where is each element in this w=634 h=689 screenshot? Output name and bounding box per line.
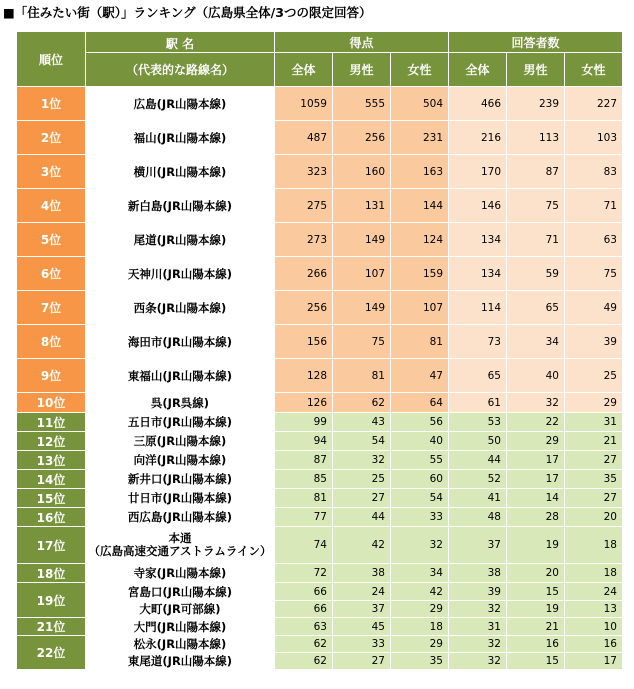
score-female: 163: [391, 155, 449, 189]
rank-cell: 3位: [17, 155, 86, 189]
resp-male: 22: [507, 413, 565, 432]
rank-cell: 13位: [17, 451, 86, 470]
rank-cell: 14位: [17, 470, 86, 489]
table-row: [17, 155, 623, 189]
score-total: 156: [275, 325, 333, 359]
rank-cell: 8位: [17, 325, 86, 359]
station-name: 大町(JR可部線): [86, 601, 275, 618]
score-female: 64: [391, 393, 449, 413]
header-resp-male: 男性: [507, 53, 565, 87]
score-female: 159: [391, 257, 449, 291]
resp-male: 59: [507, 257, 565, 291]
resp-female: 21: [565, 432, 623, 451]
score-male: 131: [333, 189, 391, 223]
resp-total: 52: [449, 470, 507, 489]
station-name: 廿日市(JR山陽本線): [86, 489, 275, 508]
table-row: [17, 189, 623, 223]
resp-female: 25: [565, 359, 623, 393]
resp-total: 32: [449, 653, 507, 670]
score-total: 128: [275, 359, 333, 393]
resp-female: 10: [565, 618, 623, 636]
resp-male: 40: [507, 359, 565, 393]
header-rank: 順位: [17, 32, 86, 87]
resp-male: 19: [507, 601, 565, 618]
score-total: 74: [275, 527, 333, 564]
rank-cell: 17位: [17, 527, 86, 564]
score-female: 33: [391, 508, 449, 527]
table-row: [17, 325, 623, 359]
score-total: 63: [275, 618, 333, 636]
header-resp-total: 全体: [449, 53, 507, 87]
score-total: 66: [275, 583, 333, 601]
resp-male: 16: [507, 636, 565, 653]
resp-female: 29: [565, 393, 623, 413]
table-body: [17, 87, 623, 670]
resp-male: 113: [507, 121, 565, 155]
resp-total: 65: [449, 359, 507, 393]
resp-female: 35: [565, 470, 623, 489]
score-male: 107: [333, 257, 391, 291]
station-name: 西条(JR山陽本線): [86, 291, 275, 325]
rank-cell: 7位: [17, 291, 86, 325]
header-station-sub: （代表的な路線名）: [86, 53, 275, 87]
resp-total: 114: [449, 291, 507, 325]
score-female: 32: [391, 527, 449, 564]
resp-total: 216: [449, 121, 507, 155]
table-row: [17, 223, 623, 257]
score-male: 54: [333, 432, 391, 451]
station-name: 松永(JR山陽本線): [86, 636, 275, 653]
header-respondents: 回答者数: [449, 32, 623, 53]
station-name: 三原(JR山陽本線): [86, 432, 275, 451]
resp-male: 15: [507, 583, 565, 601]
resp-female: 39: [565, 325, 623, 359]
table-row: [17, 470, 623, 489]
score-female: 29: [391, 636, 449, 653]
header-station: 駅 名: [86, 32, 275, 53]
resp-female: 27: [565, 489, 623, 508]
resp-female: 71: [565, 189, 623, 223]
resp-total: 53: [449, 413, 507, 432]
score-total: 99: [275, 413, 333, 432]
score-female: 35: [391, 653, 449, 670]
score-total: 126: [275, 393, 333, 413]
resp-male: 17: [507, 451, 565, 470]
score-male: 32: [333, 451, 391, 470]
table-header: [17, 32, 623, 87]
resp-total: 146: [449, 189, 507, 223]
score-total: 273: [275, 223, 333, 257]
table-row: [17, 432, 623, 451]
station-name: 新井口(JR山陽本線): [86, 470, 275, 489]
table-row: [17, 508, 623, 527]
resp-total: 466: [449, 87, 507, 121]
station-name: 福山(JR山陽本線): [86, 121, 275, 155]
score-male: 44: [333, 508, 391, 527]
score-total: 72: [275, 564, 333, 583]
resp-female: 227: [565, 87, 623, 121]
score-female: 504: [391, 87, 449, 121]
resp-female: 75: [565, 257, 623, 291]
score-male: 27: [333, 489, 391, 508]
resp-male: 15: [507, 653, 565, 670]
header-score: 得点: [275, 32, 449, 53]
table-row: [17, 121, 623, 155]
resp-male: 75: [507, 189, 565, 223]
resp-total: 73: [449, 325, 507, 359]
resp-male: 239: [507, 87, 565, 121]
score-female: 54: [391, 489, 449, 508]
score-male: 62: [333, 393, 391, 413]
score-female: 60: [391, 470, 449, 489]
score-total: 85: [275, 470, 333, 489]
station-name: 海田市(JR山陽本線): [86, 325, 275, 359]
rank-cell: 19位: [17, 583, 86, 618]
resp-male: 14: [507, 489, 565, 508]
resp-male: 65: [507, 291, 565, 325]
table-row: [17, 257, 623, 291]
score-female: 231: [391, 121, 449, 155]
score-female: 18: [391, 618, 449, 636]
resp-total: 37: [449, 527, 507, 564]
rank-cell: 1位: [17, 87, 86, 121]
rank-cell: 4位: [17, 189, 86, 223]
resp-male: 21: [507, 618, 565, 636]
rank-cell: 16位: [17, 508, 86, 527]
table-row: [17, 601, 623, 618]
station-name: 新白島(JR山陽本線): [86, 189, 275, 223]
resp-female: 13: [565, 601, 623, 618]
score-male: 25: [333, 470, 391, 489]
rank-cell: 9位: [17, 359, 86, 393]
score-female: 56: [391, 413, 449, 432]
table-row: [17, 393, 623, 413]
station-name-line1: 本通: [168, 531, 192, 545]
resp-total: 38: [449, 564, 507, 583]
score-male: 555: [333, 87, 391, 121]
score-male: 42: [333, 527, 391, 564]
score-female: 55: [391, 451, 449, 470]
score-male: 149: [333, 223, 391, 257]
station-name: 東尾道(JR山陽本線): [86, 653, 275, 670]
ranking-table: [16, 31, 623, 670]
station-name: 大門(JR山陽本線): [86, 618, 275, 636]
resp-male: 20: [507, 564, 565, 583]
rank-cell: 22位: [17, 636, 86, 670]
score-male: 256: [333, 121, 391, 155]
table-row: [17, 618, 623, 636]
resp-total: 134: [449, 257, 507, 291]
resp-female: 31: [565, 413, 623, 432]
score-female: 40: [391, 432, 449, 451]
score-male: 43: [333, 413, 391, 432]
score-female: 107: [391, 291, 449, 325]
station-name: 五日市(JR山陽本線): [86, 413, 275, 432]
score-male: 37: [333, 601, 391, 618]
resp-female: 103: [565, 121, 623, 155]
rank-cell: 11位: [17, 413, 86, 432]
score-male: 149: [333, 291, 391, 325]
resp-female: 49: [565, 291, 623, 325]
resp-female: 27: [565, 451, 623, 470]
rank-cell: 21位: [17, 618, 86, 636]
resp-female: 16: [565, 636, 623, 653]
score-total: 81: [275, 489, 333, 508]
rank-cell: 2位: [17, 121, 86, 155]
station-name-line2: （広島高速交通アストラムライン）: [88, 544, 272, 558]
rank-cell: 15位: [17, 489, 86, 508]
resp-total: 31: [449, 618, 507, 636]
resp-male: 34: [507, 325, 565, 359]
score-total: 487: [275, 121, 333, 155]
resp-male: 71: [507, 223, 565, 257]
resp-total: 44: [449, 451, 507, 470]
resp-male: 19: [507, 527, 565, 564]
resp-female: 83: [565, 155, 623, 189]
resp-female: 63: [565, 223, 623, 257]
resp-total: 48: [449, 508, 507, 527]
score-female: 34: [391, 564, 449, 583]
resp-male: 28: [507, 508, 565, 527]
station-name: 天神川(JR山陽本線): [86, 257, 275, 291]
score-male: 160: [333, 155, 391, 189]
rank-cell: 10位: [17, 393, 86, 413]
resp-total: 32: [449, 636, 507, 653]
station-name: 横川(JR山陽本線): [86, 155, 275, 189]
table-row: [17, 291, 623, 325]
resp-male: 17: [507, 470, 565, 489]
header-resp-female: 女性: [565, 53, 623, 87]
resp-female: 17: [565, 653, 623, 670]
score-total: 266: [275, 257, 333, 291]
score-female: 47: [391, 359, 449, 393]
resp-total: 134: [449, 223, 507, 257]
resp-female: 18: [565, 564, 623, 583]
resp-total: 61: [449, 393, 507, 413]
resp-total: 50: [449, 432, 507, 451]
rank-cell: 5位: [17, 223, 86, 257]
table-row: [17, 653, 623, 670]
score-female: 144: [391, 189, 449, 223]
score-total: 66: [275, 601, 333, 618]
score-total: 275: [275, 189, 333, 223]
station-name: 向洋(JR山陽本線): [86, 451, 275, 470]
station-name: 寺家(JR山陽本線): [86, 564, 275, 583]
table-row: [17, 583, 623, 601]
resp-male: 29: [507, 432, 565, 451]
rank-cell: 12位: [17, 432, 86, 451]
resp-female: 24: [565, 583, 623, 601]
score-male: 24: [333, 583, 391, 601]
station-name: 東福山(JR山陽本線): [86, 359, 275, 393]
table-row: [17, 359, 623, 393]
score-total: 256: [275, 291, 333, 325]
header-score-male: 男性: [333, 53, 391, 87]
resp-female: 20: [565, 508, 623, 527]
score-total: 77: [275, 508, 333, 527]
resp-male: 87: [507, 155, 565, 189]
score-female: 124: [391, 223, 449, 257]
table-row: [17, 87, 623, 121]
score-male: 81: [333, 359, 391, 393]
station-name: 呉(JR呉線): [86, 393, 275, 413]
table-row: [17, 489, 623, 508]
table-row: [17, 413, 623, 432]
station-name: 宮島口(JR山陽本線): [86, 583, 275, 601]
resp-total: 32: [449, 601, 507, 618]
score-male: 33: [333, 636, 391, 653]
score-male: 45: [333, 618, 391, 636]
page-title: ■「住みたい街（駅）」ランキング（広島県全体/3つの限定回答）: [3, 5, 372, 20]
resp-total: 41: [449, 489, 507, 508]
score-total: 1059: [275, 87, 333, 121]
resp-male: 32: [507, 393, 565, 413]
rank-cell: 6位: [17, 257, 86, 291]
score-total: 62: [275, 636, 333, 653]
score-female: 81: [391, 325, 449, 359]
header-score-total: 全体: [275, 53, 333, 87]
score-female: 29: [391, 601, 449, 618]
rank-cell: 18位: [17, 564, 86, 583]
table-row: [17, 636, 623, 653]
header-score-female: 女性: [391, 53, 449, 87]
score-male: 27: [333, 653, 391, 670]
station-name: 尾道(JR山陽本線): [86, 223, 275, 257]
score-female: 42: [391, 583, 449, 601]
table-row: [17, 564, 623, 583]
resp-total: 39: [449, 583, 507, 601]
station-name: 広島(JR山陽本線): [86, 87, 275, 121]
score-total: 87: [275, 451, 333, 470]
score-male: 75: [333, 325, 391, 359]
score-total: 94: [275, 432, 333, 451]
resp-female: 18: [565, 527, 623, 564]
station-name: [86, 527, 275, 564]
station-name: 西広島(JR山陽本線): [86, 508, 275, 527]
table-row: [17, 527, 623, 564]
score-total: 323: [275, 155, 333, 189]
table-row: [17, 451, 623, 470]
resp-total: 170: [449, 155, 507, 189]
score-total: 62: [275, 653, 333, 670]
score-male: 38: [333, 564, 391, 583]
